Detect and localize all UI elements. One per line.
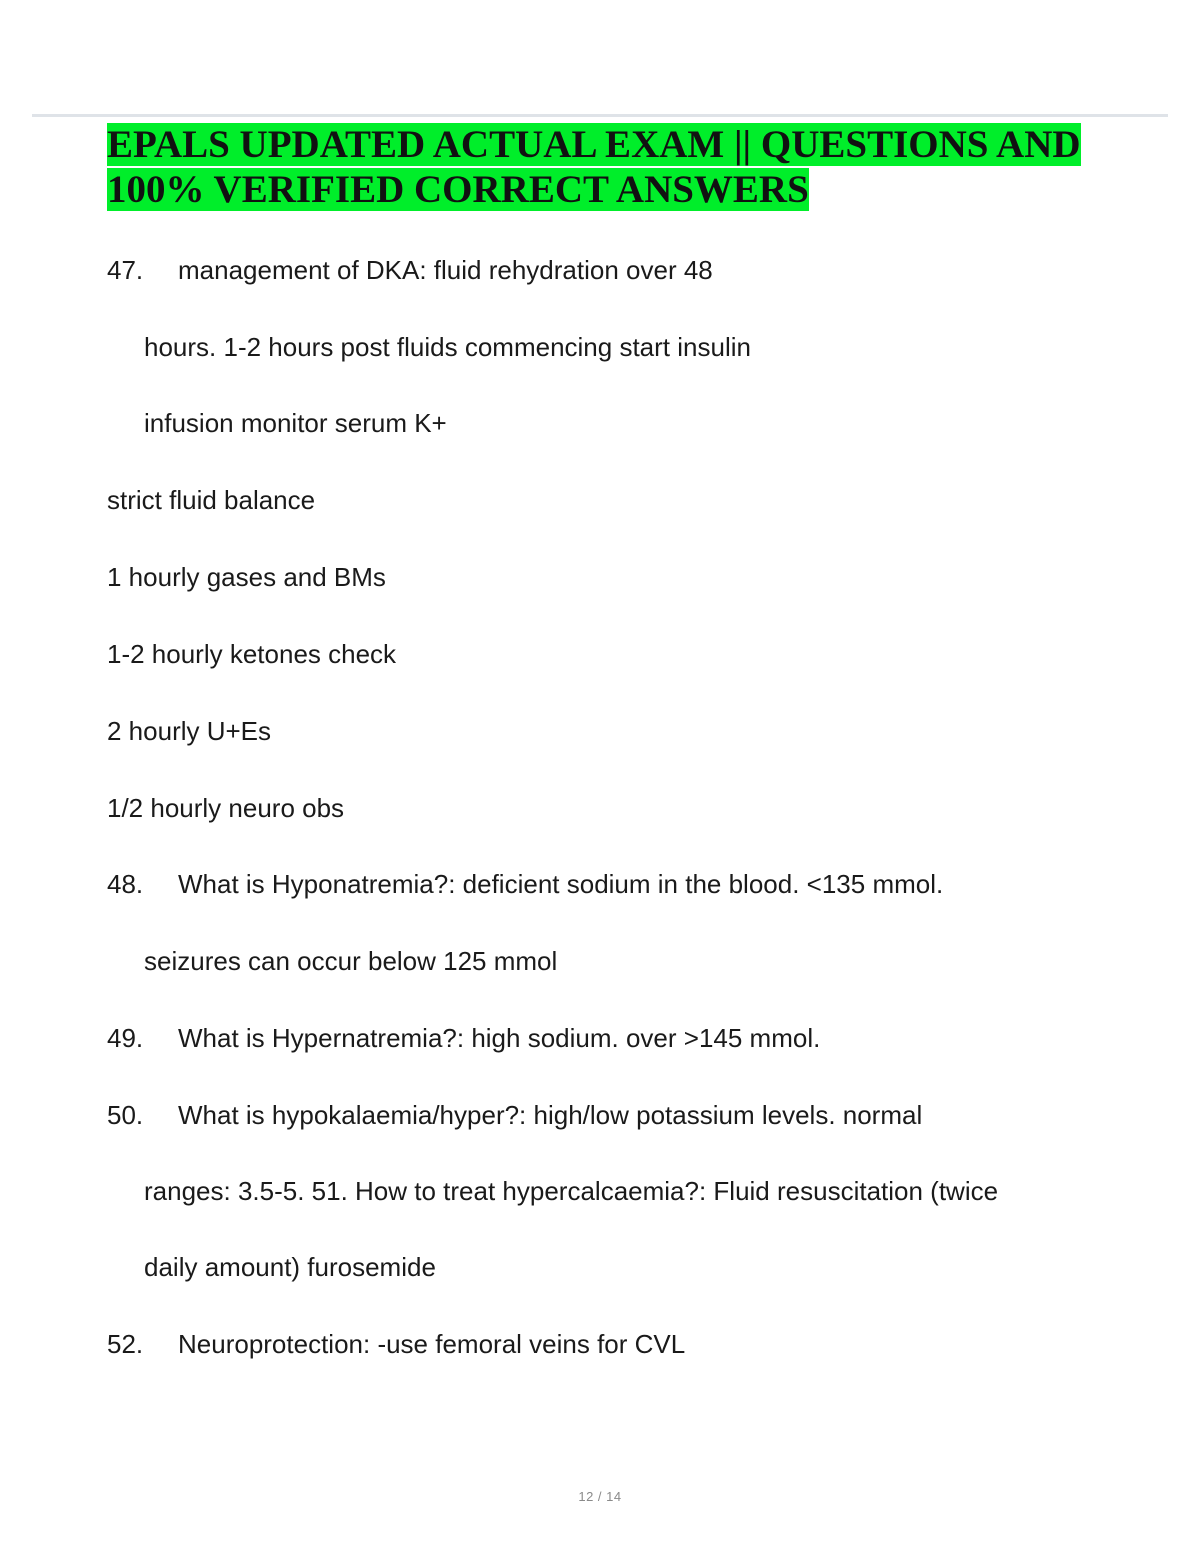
item-number: 52. <box>107 1329 144 1359</box>
item-number: 47. <box>107 255 144 285</box>
item-text: management of DKA: fluid rehydration over 48 <box>178 255 713 285</box>
item-text: ranges: 3.5-5. 51. How to treat hypercalcaemia?: Fluid resuscitation (twice <box>144 1176 999 1206</box>
title-highlight: EPALS UPDATED ACTUAL EXAM || QUESTIONS AND 100% VERIFIED CORRECT ANSWERS <box>107 123 1081 211</box>
item-number: 49. <box>107 1023 144 1053</box>
item-text: 1/2 hourly neuro obs <box>107 793 345 823</box>
item-number: 50. <box>107 1100 144 1130</box>
item-text: 2 hourly U+Es <box>107 716 272 746</box>
item-text: strict fluid balance <box>107 485 316 515</box>
item-text: What is hypokalaemia/hyper?: high/low potassium levels. normal <box>178 1100 923 1130</box>
item-number: 48. <box>107 869 144 899</box>
item-text: What is Hyponatremia?: deficient sodium in the blood. <135 mmol. <box>178 869 944 899</box>
page-indicator: 12 / 14 <box>578 1489 622 1504</box>
item-text: 1 hourly gases and BMs <box>107 562 386 592</box>
item-text: Neuroprotection: -use femoral veins for CVL <box>178 1329 686 1359</box>
item-text: infusion monitor serum K+ <box>144 408 447 438</box>
item-text: hours. 1-2 hours post fluids commencing start insulin <box>144 332 751 362</box>
document-title <box>107 122 1097 212</box>
item-text: What is Hypernatremia?: high sodium. over >145 mmol. <box>178 1023 821 1053</box>
item-text: daily amount) furosemide <box>144 1252 436 1282</box>
item-text: 1-2 hourly ketones check <box>107 639 397 669</box>
item-text: seizures can occur below 125 mmol <box>144 946 558 976</box>
top-divider <box>32 114 1168 117</box>
